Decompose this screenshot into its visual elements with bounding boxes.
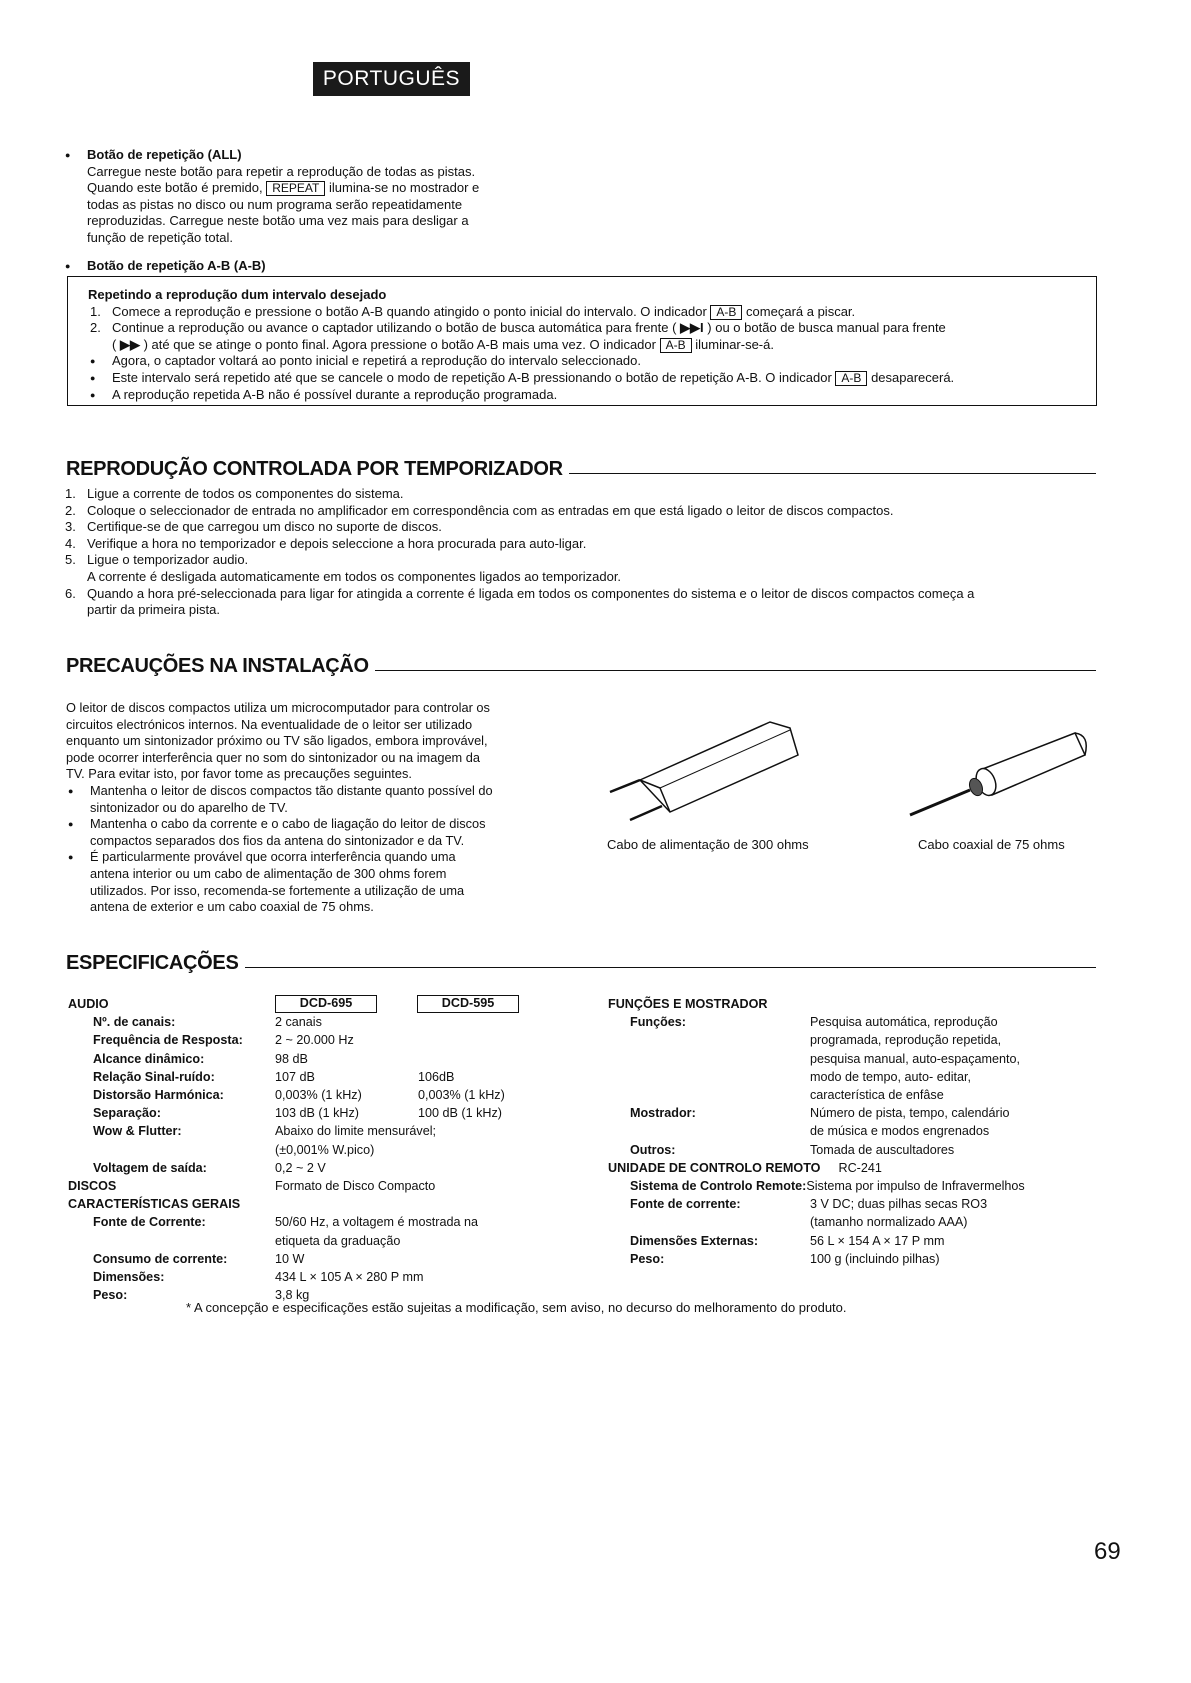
ab-indicator: A-B	[710, 305, 742, 320]
model2: DCD-595	[417, 995, 519, 1013]
install-heading: PRECAUÇÕES NA INSTALAÇÃO	[66, 655, 1096, 678]
page-number: 69	[1094, 1538, 1121, 1565]
install-bullet2: ● Mantenha o cabo da corrente e o cabo de liagação do leitor de discos compactos separados dos fios da antena do sintonizador e da TV.	[66, 816, 566, 849]
spec-row-discos: DISCOS Formato de Disco Compacto	[68, 1179, 436, 1194]
specs-footnote: * A concepção e especificações estão sujeitas a modificação, sem aviso, no decurso do melhoramento do produto.	[186, 1300, 847, 1315]
spec-row-power: Fonte de Corrente: 50/60 Hz, a voltagem é mostrada na	[93, 1215, 479, 1230]
spec-gerais: CARACTERÍSTICAS GERAIS	[68, 1197, 241, 1212]
timer-step: 4. Verifique a hora no temporizador e depois seleccione a hora procurada para auto-ligar.	[65, 535, 587, 551]
model1: DCD-695	[275, 995, 377, 1013]
repeat-ab-note2: ● Este intervalo será repetido até que se cancele o modo de repetição A-B pressionando o botão de repetição A-B. O indicador A-B desaparecerá.	[88, 370, 1096, 387]
timer-step: 1. Ligue a corrente de todos os componentes do sistema.	[65, 486, 404, 501]
functions-heading: FUNÇÕES E MOSTRADOR	[608, 997, 768, 1011]
spec-row-remote-system: Sistema de Controlo Remote: Sistema por impulso de Infravermelhos	[630, 1179, 1025, 1194]
spec-row: Separação: 103 dB (1 kHz) 100 dB (1 kHz)	[93, 1106, 502, 1121]
repeat-ab-step2-cont: ( ▶▶ ) até que se atinge o ponto final. Agora pressione o botão A-B mais uma vez. O indicador A-B iluminar-se-á.	[112, 336, 774, 352]
install-intro-line: TV. Para evitar isto, por favor tome as precauções seguintes.	[66, 766, 412, 782]
cable1-caption: Cabo de alimentação de 300 ohms	[607, 837, 809, 852]
spec-row-display: Mostrador: Número de pista, tempo, calendário de música e modos engrenados	[630, 1106, 1010, 1139]
specs-heading: ESPECIFICAÇÕES	[66, 952, 1096, 975]
fast-forward-icon: ▶▶	[119, 336, 140, 352]
timer-steps	[63, 486, 1103, 619]
repeat-ab-note3: ● A reprodução repetida A-B não é possível durante a reprodução programada.	[88, 387, 1096, 404]
spec-row-weight: Peso: 3,8 kg	[93, 1288, 310, 1303]
spec-row: Distorsão Harmónica: 0,003% (1 kHz) 0,003% (1 kHz)	[93, 1088, 505, 1103]
spec-row-remote-power: Fonte de corrente: 3 V DC; duas pilhas secas RO3 (tamanho normalizado AAA)	[630, 1197, 988, 1230]
timer-step6-cont: partir da primeira pista.	[87, 602, 220, 618]
repeat-indicator: REPEAT	[266, 181, 325, 196]
ab-indicator: A-B	[835, 371, 867, 386]
spec-row-power-cont: etiqueta da graduação	[275, 1233, 401, 1248]
timer-step: 6. Quando a hora pré-seleccionada para ligar for atingida a corrente é ligada em todos os componentes do sistema e o leitor de discos compactos começa a	[65, 585, 975, 601]
repeat-ab-box	[67, 276, 1097, 406]
spec-row-output: Voltagem de saída: 0,2 ~ 2 V	[93, 1160, 326, 1175]
install-intro-line: enquanto um sintonizador próximo ou TV são ligados, embora improvável,	[66, 733, 488, 749]
spec-row-remote-dim: Dimensões Externas: 56 L × 154 A × 17 P mm	[630, 1233, 945, 1248]
specs-right	[608, 995, 1108, 1268]
language-tab: PORTUGUÊS	[313, 62, 470, 96]
spec-row-functions: Funções: Pesquisa automática, reprodução programada, reprodução repetida, pesquisa manual, auto-espaçamento, modo de tempo, auto- editar, característica de enfâse	[630, 1015, 1021, 1103]
spec-row: Alcance dinâmico: 98 dB	[93, 1051, 308, 1066]
install-intro-line: circuitos electrónicos internos. Na eventualidade de o leitor ser utilizado	[66, 716, 473, 732]
audio-label: AUDIO	[68, 997, 109, 1011]
repeat-all-title: ● Botão de repetição (ALL)	[63, 147, 583, 164]
timer-step: 2. Coloque o seleccionador de entrada no amplificador em correspondência com as entradas em que está ligado o leitor de discos compactos.	[65, 502, 894, 518]
skip-forward-icon: ▶▶I	[680, 320, 704, 336]
timer-step: 5. Ligue o temporizador audio.	[65, 552, 249, 568]
cable2-caption: Cabo coaxial de 75 ohms	[918, 837, 1065, 852]
repeat-ab-box-title: Repetindo a reprodução dum intervalo desejado	[88, 287, 387, 302]
repeat-ab-note1: ● Agora, o captador voltará ao ponto inicial e repetirá a reprodução do intervalo seleccionado.	[88, 353, 1096, 370]
spec-row-wow-cont: (±0,001% W.pico)	[275, 1142, 375, 1157]
spec-row: Frequência de Resposta: 2 ~ 20.000 Hz	[93, 1033, 354, 1048]
repeat-all-line2: Quando este botão é premido, REPEAT ilumina-se no mostrador e	[87, 180, 480, 196]
install-bullet1: ● Mantenha o leitor de discos compactos tão distante quanto possível do sintonizador ou do aparelho de TV.	[66, 783, 566, 816]
repeat-all-line5: função de repetição total.	[87, 229, 233, 245]
ab-indicator: A-B	[660, 338, 692, 353]
repeat-all-line1: Carregue neste botão para repetir a reprodução de todas as pistas.	[87, 163, 476, 179]
timer-step: 3. Certifique-se de que carregou um disco no suporte de discos.	[65, 519, 442, 535]
specs-left	[68, 995, 588, 1304]
spec-row-remote-weight: Peso: 100 g (incluindo pilhas)	[630, 1251, 940, 1266]
timer-heading: REPRODUÇÃO CONTROLADA POR TEMPORIZADOR	[66, 458, 1096, 481]
coaxial-cable-illustration	[900, 715, 1090, 815]
spec-row: Relação Sinal-ruído: 107 dB 106dB	[93, 1069, 455, 1084]
spec-row-dimensions: Dimensões: 434 L × 105 A × 280 P mm	[93, 1270, 424, 1285]
install-bullet3: ● É particularmente provável que ocorra interferência quando uma antena interior ou um cabo de alimentação de 300 ohms forem utilizados. Por isso, recomenda-se fortemente a utilização de uma antena de exterior e um cabo coaxial de 75 ohms.	[66, 849, 566, 915]
repeat-ab-step1: 1. Comece a reprodução e pressione o botão A-B quando atingido o ponto inicial do intervalo. O indicador A-B começará a piscar.	[90, 303, 856, 319]
install-text	[66, 700, 566, 916]
timer-step5-sub: A corrente é desligada automaticamente em todos os componentes ligados ao temporizador.	[87, 568, 622, 584]
repeat-all-section	[63, 147, 583, 247]
spec-row-consumption: Consumo de corrente: 10 W	[93, 1251, 305, 1266]
repeat-ab-title: ● Botão de repetição A-B (A-B)	[63, 258, 1191, 275]
spec-row-others: Outros: Tomada de auscultadores	[630, 1142, 955, 1157]
repeat-all-line3: todas as pistas no disco ou num programa serão repeatidamente	[87, 196, 463, 212]
install-intro-line: O leitor de discos compactos utiliza um microcomputador para controlar os	[66, 700, 490, 715]
install-intro-line: pode ocorrer interferência quer no som do sintonizador ou na imagem da	[66, 749, 481, 765]
repeat-ab-step2: 2. Continue a reprodução ou avance o captador utilizando o botão de busca automática para frente ( ▶▶I ) ou o botão de busca manual para frente	[90, 320, 946, 336]
flat-cable-illustration	[600, 710, 820, 820]
spec-row-wow: Wow & Flutter: Abaixo do limite mensurável;	[93, 1124, 436, 1139]
repeat-all-line4: reproduzidas. Carregue neste botão uma vez mais para desligar a	[87, 213, 469, 229]
remote-heading: UNIDADE DE CONTROLO REMOTO RC-241	[608, 1160, 882, 1175]
spec-row: Nº. de canais: 2 canais	[93, 1015, 322, 1030]
